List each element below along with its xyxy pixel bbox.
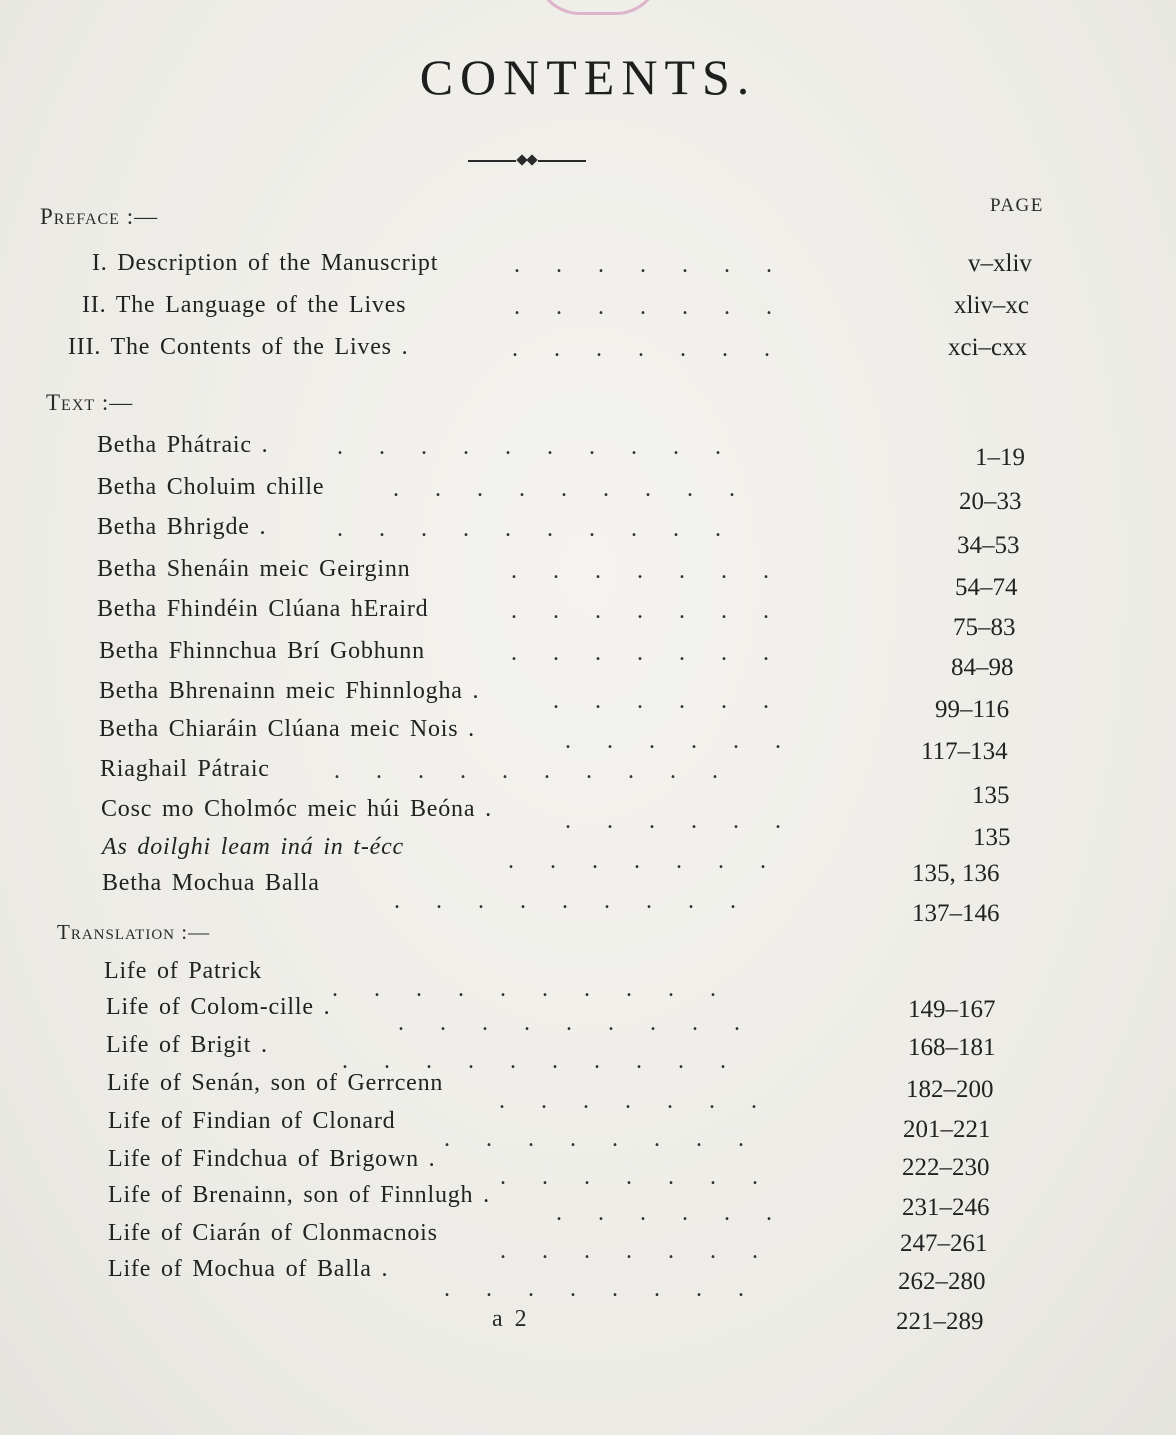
toc-entry [82,292,1052,326]
title-ornament [468,155,586,167]
toc-entry [92,250,1052,284]
page-signature: a 2 [492,1306,530,1332]
page-title: CONTENTS. [419,49,757,105]
toc-entry [97,514,1037,559]
text-heading: Text :— [46,390,134,415]
leader-dots: . . . . . . . [508,848,766,874]
leader-dots: . . . . . . . . . . [337,516,721,542]
toc-entry [108,1256,1028,1335]
toc-entry-title: Betha Shenáin meic Geirginn [97,556,411,582]
toc-entry-title: Betha Bhrigde . [97,514,267,540]
toc-entry-page: 231–246 [902,1194,990,1221]
toc-entry-page: 135 [973,824,1011,851]
library-stamp [535,0,661,15]
leader-dots: . . . . . . . . [444,1126,744,1152]
leader-dots: . . . . . . . . . . [342,1048,726,1074]
leader-dots: . . . . . . . . [444,1276,744,1302]
toc-entry-page: 221–289 [896,1308,984,1335]
toc-entry-page: 117–134 [921,738,1008,765]
leader-dots: . . . . . . . [499,1088,757,1114]
toc-entry-page: 75–83 [953,614,1016,641]
toc-entry-page: 34–53 [957,532,1020,559]
toc-entry-title: Life of Ciarán of Clonmacnois [108,1220,438,1246]
page-column-label: PAGE [990,195,1044,216]
toc-entry [99,716,1039,765]
toc-entry-title: Life of Brenainn, son of Finnlugh . [108,1182,490,1208]
leader-dots: . . . . . . . . . . [332,976,716,1002]
toc-entry-page: 99–116 [935,696,1010,723]
toc-entry-page: 222–230 [902,1154,990,1181]
toc-entry-page: 84–98 [951,654,1014,681]
leader-dots: . . . . . . . [514,252,772,278]
toc-entry-page: 201–221 [903,1116,991,1143]
leader-dots: . . . . . . . . . . [334,758,718,784]
toc-entry-title: Life of Patrick [104,958,262,984]
toc-entry-page: 262–280 [898,1268,986,1295]
toc-entry-page: 149–167 [908,996,996,1023]
leader-dots: . . . . . . . [500,1164,758,1190]
toc-entry [97,556,1037,601]
leader-dots: . . . . . . . [511,640,769,666]
toc-entry-page: 168–181 [908,1034,996,1061]
leader-dots: . . . . . . . . . . [337,434,721,460]
leader-dots: . . . . . . [556,1200,772,1226]
toc-entry [97,432,1037,471]
toc-entry-title: Betha Bhrenainn meic Fhinnlogha . [99,678,480,704]
toc-entry-title: Life of Senán, son of Gerrcenn [107,1070,444,1096]
leader-dots: . . . . . . . . . [398,1010,740,1036]
toc-entry-page: 54–74 [955,574,1018,601]
leader-dots: . . . . . . . . . [394,888,736,914]
toc-entry [102,870,1042,927]
leader-dots: . . . . . . . . . [393,476,735,502]
toc-entry-title: Life of Brigit . [106,1032,268,1058]
leader-dots: . . . . . . . [511,598,769,624]
toc-entry [68,334,1052,368]
leader-dots: . . . . . . [565,728,781,754]
toc-entry-page: 135 [972,782,1010,809]
leader-dots: . . . . . . . [511,558,769,584]
translation-heading: Translation :— [57,920,211,944]
toc-entry [97,596,1037,641]
toc-entry-page: 182–200 [906,1076,994,1103]
toc-entry-title: Betha Mochua Balla [102,870,320,896]
toc-entry-page: v–xliv [968,250,1032,277]
toc-entry-title: Betha Fhinnchua Brí Gobhunn [99,638,425,664]
preface-heading: Preface :— [40,204,159,229]
toc-entry-title: As doilghi leam iná in t-écc [102,834,405,860]
toc-entry-title: Riaghail Pátraic [100,756,270,782]
leader-dots: . . . . . . . [514,294,772,320]
toc-entry-title: Betha Fhindéin Clúana hEraird [97,596,429,622]
toc-entry-title: II. The Language of the Lives [82,292,407,318]
toc-entry [99,638,1039,681]
toc-entry-page: 137–146 [912,900,1000,927]
toc-entry-page: 135, 136 [912,860,1000,887]
toc-entry-page: 247–261 [900,1230,988,1257]
toc-entry-page: 1–19 [975,444,1025,471]
toc-entry [97,474,1037,515]
toc-entry-title: Betha Phátraic . [97,432,269,458]
toc-entry-title: Betha Choluim chille [97,474,325,500]
toc-entry-title: Life of Findian of Clonard [108,1108,396,1134]
leader-dots: . . . . . . . [512,336,770,362]
toc-entry-title: Life of Findchua of Brigown . [108,1146,436,1172]
toc-entry-title: I. Description of the Manuscript [92,250,439,276]
toc-entry-title: Life of Colom-cille . [106,994,331,1020]
toc-entry-page: xci–cxx [948,334,1028,361]
leader-dots: . . . . . . . [500,1238,758,1264]
toc-entry-title: Betha Chiaráin Clúana meic Nois . [99,716,475,742]
leader-dots: . . . . . . [553,688,769,714]
leader-dots: . . . . . . [565,808,781,834]
toc-entry-page: 20–33 [959,488,1022,515]
toc-entry-title: III. The Contents of the Lives . [68,334,409,360]
toc-entry-title: Cosc mo Cholmóc meic húi Beóna . [101,796,492,822]
toc-entry-title: Life of Mochua of Balla . [108,1256,389,1282]
toc-entry [99,678,1039,723]
toc-entry-page: xliv–xc [954,292,1029,319]
